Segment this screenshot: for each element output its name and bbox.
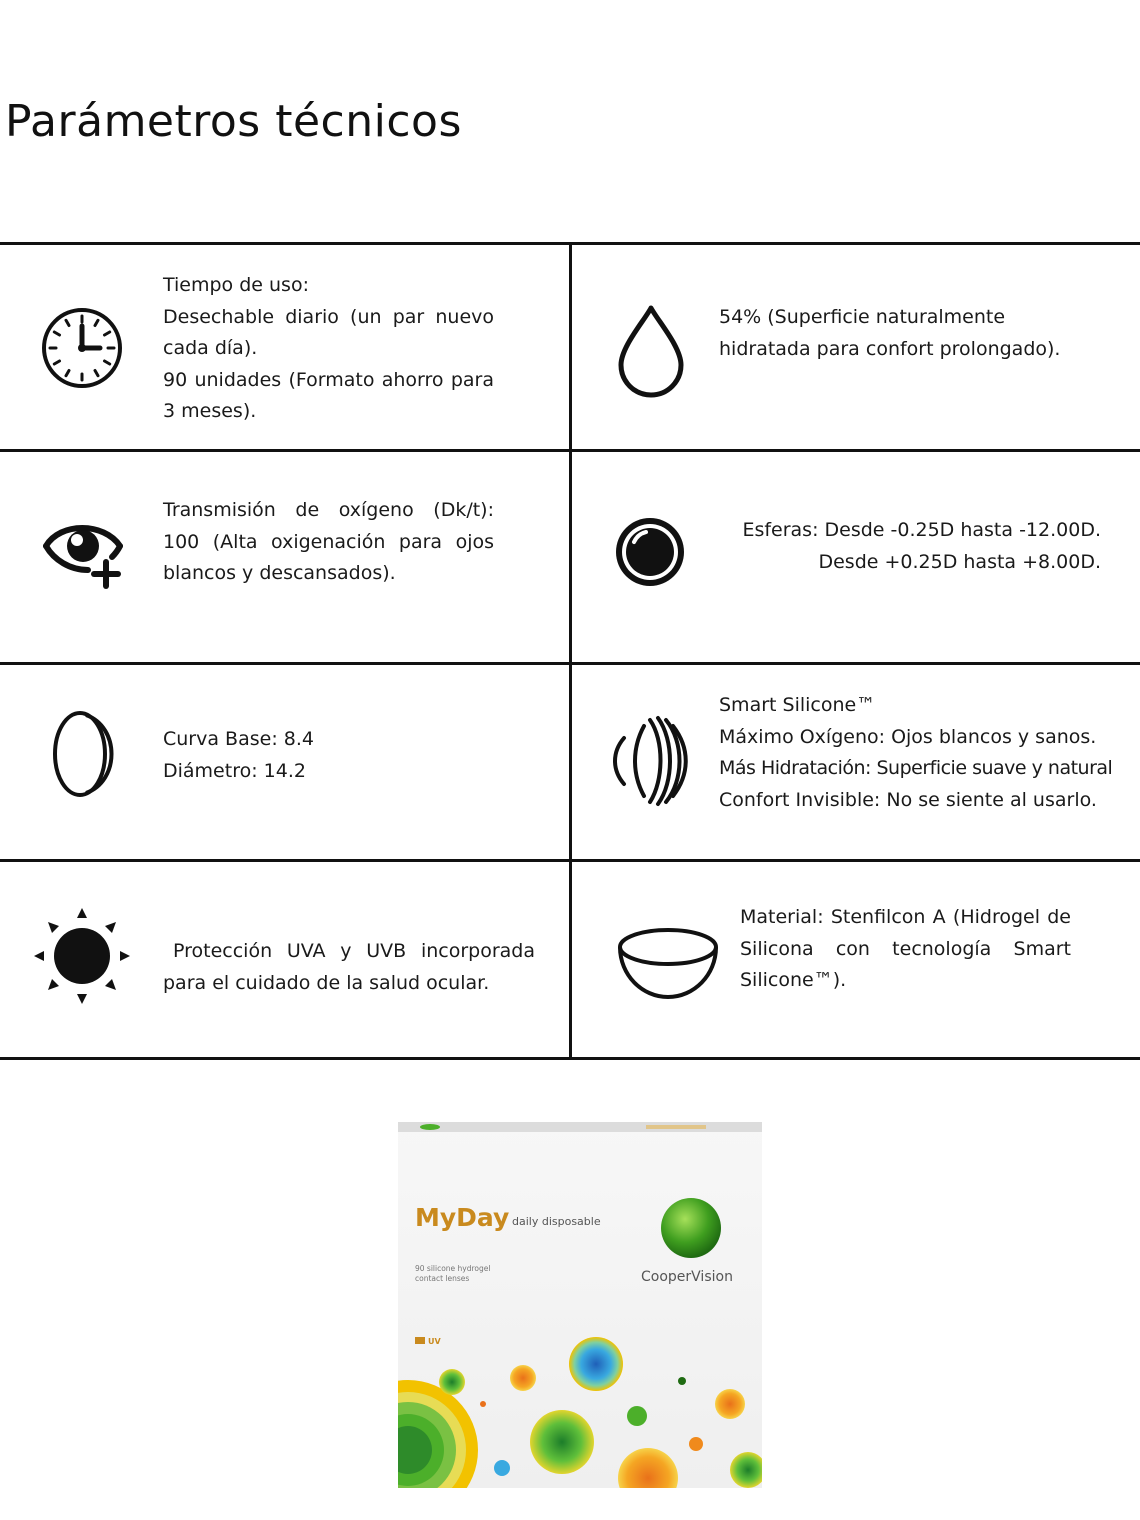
spheres-text xyxy=(700,515,1101,578)
silicone-line-1: Smart Silicone™ xyxy=(719,694,876,716)
silicone-text xyxy=(719,690,1140,816)
eye-plus-icon xyxy=(42,514,126,592)
sun-icon xyxy=(32,906,132,1006)
curve-text xyxy=(163,724,503,787)
product-count: 90 silicone hydrogel xyxy=(415,1264,491,1273)
usage-line-3: 90 unidades (Formato ahorro para 3 meses). xyxy=(163,368,494,422)
spheres-line-2: Desde +0.25D hasta +8.00D. xyxy=(818,550,1101,573)
uv-badge: UV xyxy=(428,1337,441,1346)
lens-side-icon xyxy=(50,709,118,799)
lens-waves-icon xyxy=(610,712,692,808)
material-text: Material: Stenfilcon A (Hidrogel de Silicona con tecnología Smart Silicone™). xyxy=(740,906,1071,991)
product-count-2: contact lenses xyxy=(415,1274,470,1283)
usage-line-2: Desechable diario (un par nuevo cada día). xyxy=(163,305,494,359)
silicone-line-2: Máximo Oxígeno: Ojos blancos y sanos. xyxy=(719,725,1097,748)
lens-target-icon xyxy=(612,514,688,590)
silicone-line-3: Más Hidratación: Superficie suave y natural xyxy=(719,757,1113,779)
clock-icon xyxy=(40,306,124,390)
oxygen-text: Transmisión de oxígeno (Dk/t): 100 (Alta oxigenación para ojos blancos y descansados). xyxy=(163,499,494,584)
water-drop-icon xyxy=(616,303,686,399)
silicone-line-4: Confort Invisible: No se siente al usarlo. xyxy=(719,788,1097,811)
curve-line-2: Diámetro: 14.2 xyxy=(163,759,306,782)
uv-text: Protección UVA y UVB incorporada para el cuidado de la salud ocular. xyxy=(163,940,535,994)
usage-line-1: Tiempo de uso: xyxy=(163,274,309,296)
product-subtitle: daily disposable xyxy=(512,1215,601,1228)
usage-text xyxy=(163,270,494,428)
contact-lens-icon xyxy=(616,925,720,1001)
coopervision-logo-globe xyxy=(661,1198,721,1258)
product-box-image xyxy=(398,1122,762,1488)
curve-line-1: Curva Base: 8.4 xyxy=(163,728,314,750)
spheres-line-1: Esferas: Desde -0.25D hasta -12.00D. xyxy=(742,519,1101,541)
column-divider xyxy=(569,242,572,1060)
hydration-text: 54% (Superficie naturalmente hidratada para confort prolongado). xyxy=(719,306,1061,360)
page-title: Parámetros técnicos xyxy=(5,96,462,147)
product-brand-text: MyDay xyxy=(415,1203,510,1232)
product-maker: CooperVision xyxy=(641,1269,733,1285)
